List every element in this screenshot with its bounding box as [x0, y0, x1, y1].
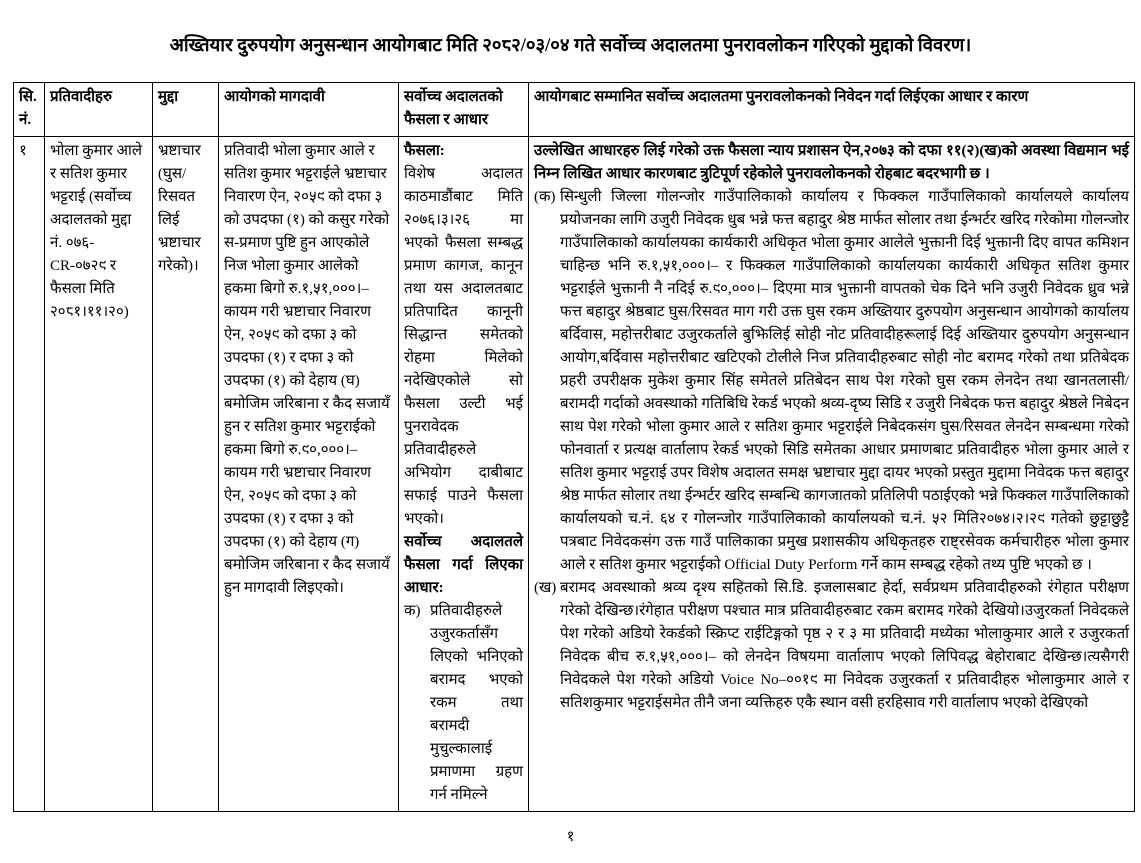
- cell-commission-claim: प्रतिवादी भोला कुमार आले र सतिश कुमार भट्टराईले भ्रष्टाचार निवारण ऐन, २०५९ को दफा ३ को उपदफा (१) को कसुर गरेको स-प्रमाण पुष्टि हुन आएकोले निज भोला कुमार आलेको हकमा बिगो रु.१,५१,०००।– कायम गरी भ्रष्टाचार निवारण ऐन, २०५९ को दफा ३ को उपदफा (१) र दफा ३ को उपदफा (१) को देहाय (घ) बमोजिम जरिबाना र कैद सजायँ हुन र सतिश कुमार भट्टराईको हकमा बिगो रु.९०,०००।– कायम गरी भ्रष्टाचार निवारण ऐन, २०५९ को दफा ३ को उपदफा (१) र दफा ३ को उपदफा (१) को देहाय (ग) बमोजिम जरिबाना र कैद सजायँ हुन मागदावी लिइएको।: [219, 136, 399, 811]
- cell-review-grounds: [529, 136, 1135, 811]
- basis-item-marker: क): [404, 602, 421, 619]
- page-number: १: [566, 828, 575, 845]
- header-commission-claim: आयोगको मागदावी: [219, 82, 399, 136]
- case-details-table: [13, 82, 1135, 812]
- review-item-kha-text: बरामद अवस्थाको श्रव्य दृश्य सहितको सि.डि. इजलासबाट हेर्दा, सर्वप्रथम प्रतिवादीहरुको रंगेहात परीक्षण गरेको देखिन्छ।रंगेहात परीक्षण पश्चात मात्र प्रतिवादीहरुबाट रकम बरामद गरेको देखियो।उजुरकर्ता निवेदकले पेश गरेको अडियो रेकर्डको स्क्रिप्ट राईटिङ्गको पृष्ठ २ र ३ मा प्रतिवादी मध्येका भोलाकुमार आले र उजुरकर्ता निवेदक बीच रु.१,५१,०००।– को लेनदेन विषयमा वार्तालाप भएको लिपिवद्ध बेहोराबाट देखिन्छ।त्यसैगरी निवेदकले पेश गरेको अडियो Voice No–००१९ मा निवेदक उजुरकर्ता र प्रतिवादीहरु भोलाकुमार आले र सतिशकुमार भट्टराईसमेत तीनै जना व्यक्तिहरु एकै स्थान वसी हरहिसाव गरी वार्तालाप भएको देखिएको: [560, 579, 1129, 711]
- document-title: अख्तियार दुरुपयोग अनुसन्धान आयोगबाट मिति २०८२/०३/०४ गते सर्वोच्च अदालतमा पुनरावलोकन गरिएको मुद्दाको विवरण।: [169, 36, 972, 56]
- header-case: मुद्दा: [153, 82, 219, 136]
- review-intro: उल्लेखित आधारहरु लिई गरेको उक्त फैसला न्याय प्रशासन ऐन,२०७३ को दफा ११(२)(ख)को अवस्था विद्यमान भई निम्न लिखित आधार कारणबाट त्रुटिपूर्ण रहेकोले पुनरावलोकनको रोहबाट बदरभागी छ ।: [534, 142, 1129, 182]
- table-header-row: [14, 82, 1135, 136]
- header-serial-number: सि.नं.: [14, 82, 45, 136]
- verdict-heading: फैसला:: [404, 142, 445, 159]
- review-item-kha: [534, 577, 1129, 715]
- review-item-ka: [534, 186, 1129, 577]
- review-item-ka-marker: (क): [534, 188, 556, 205]
- review-item-ka-text: सिन्धुली जिल्ला गोलन्जोर गाउँपालिकाको कार्यालय र फिक्कल गाउँपालिकाको कार्यालयले कार्यालय प्रयोजनका लागि उजुरी निवेदक धुब भन्ने फत्त बहादुर श्रेष्ठ मार्फत सोलार तथा ईन्भर्टर खरिद गरेकोमा गोलन्जोर गाउँपालिकाको कार्यालयका कार्यकारी अधिकृत भोला कुमार आलेले भुक्तानी दिई भुक्तानी दिए वापत कमिशन चाहिन्छ भनि रु.१,५१,०००।– र फिक्कल गाउँपालिकाको कार्यालयका कार्यकारी अधिकृत सतिश कुमार भट्टराईले भुक्तानी नै नदिई रु.९०,०००।– दिएमा मात्र भुक्तानी वापतको चेक दिने भनि उजुरी निवेदक ध्रुव भन्ने फत्त बहादुर श्रेष्ठबाट घुस/रिसवत माग गरी उक्त घुस रकम अख्तियार दुरुपयोग अनुसन्धान आयोगको कार्यालय बर्दिवास, महोत्तरीबाट उजुरकर्ताले बुझिलिई सोही नोट प्रतिवादीहरूलाई दिई अख्तियार दुरुपयोग अनुसन्धान आयोग,बर्दिवास महोत्तरीबाट खटिएको टोलीले निज प्रतिवादीहरुबाट सोही नोट बरामद गरेको तथा प्रतिबेदक प्रहरी उपरीक्षक मुकेश कुमार सिंह समेतले प्रतिबेदन साथ पेश गरेको घुस रकम लेनदेन तथा खानतलासी/बरामदी गर्दाको अवस्थाको गतिबिधि रेकर्ड भएको श्रव्य-दृष्य सिडि र उजुरी निबेदक फत्त बहादुर श्रेष्ठले निबेदन साथ पेश गरेको भोला कुमार आले र सतिश कुमार भट्टराईले निबेदकसंग घुस/रिसवत लेनदेन सम्बन्धमा गरेको फोनवार्ता र प्रत्यक्ष वार्तालाप रेकर्ड भएको सिडि समेतका आधार प्रमाणबाट प्रतिवादीहरु भोला कुमार आले र सतिश कुमार भट्टराई उपर विशेष अदालत समक्ष भ्रष्टाचार मुद्दा दायर भएको प्रस्तुत मुद्दामा निवेदक फत्त बहादुर श्रेष्ठ मार्फत सोलार तथा ईन्भर्टर खरिद सम्बन्धि कागजातको प्रतिलिपी पठाईएको भन्ने फिक्कल गाउँपालिकाको कार्यालयको च.नं. ६४ र गोलन्जोर गाउँपालिकाको कार्यालयको च.नं. ५२ मिति२०७४।२।२९ गतेको छुट्टाछुट्टै पत्रबाट निवेदकसंग उक्त गाउँ पालिकाका प्रमुख प्रशासकीय अधिकृतहरु राष्ट्रसेवक कर्मचारीहरु भोला कुमार आले र सतिश कुमार भट्टराईको Official Duty Perform गर्ने काम सम्बद्ध रहेको तथ्य पुष्टि भएको छ ।: [560, 188, 1129, 573]
- header-review-grounds: आयोगबाट सम्मानित सर्वोच्च अदालतमा पुनरावलोकनको निवेदन गर्दा लिईएका आधार र कारण: [529, 82, 1135, 136]
- cell-case: भ्रष्टाचार (घुस/रिसवत लिई भ्रष्टाचार गरेको)।: [153, 136, 219, 811]
- basis-item-text: प्रतिवादीहरुले उजुरकर्तासँग लिएको भनिएको बरामद भएको रकम तथा बरामदी मुचुल्कालाई प्रमाणमा ग्रहण गर्न नमिल्ने: [430, 602, 523, 803]
- verdict-basis-heading: सर्वोच्च अदालतले फैसला गर्दा लिएका आधार:: [404, 533, 523, 596]
- table-row: [14, 136, 1135, 811]
- header-court-verdict: सर्वोच्च अदालतको फैसला र आधार: [399, 82, 529, 136]
- cell-defendants: भोला कुमार आले र सतिश कुमार भट्टराई (सर्वोच्च अदालतको मुद्दा नं. ०७६-CR-०७२९ र फैसला मिति २०८१।११।२०): [45, 136, 153, 811]
- review-item-kha-marker: (ख): [534, 579, 557, 596]
- header-defendants: प्रतिवादीहरु: [45, 82, 153, 136]
- cell-serial-number: १: [14, 136, 45, 811]
- verdict-basis-item: [404, 600, 523, 807]
- verdict-body: विशेष अदालत काठमाडौंबाट मिति २०७६।३।२६ मा भएको फैसला सम्बद्ध प्रमाण कागज, कानून तथा यस अदालतबाट प्रतिपादित कानूनी सिद्धान्त समेतको रोहमा मिलेको नदेखिएकोले सो फैसला उल्टी भई पुनरावेदक प्रतिवादीहरुले अभियोग दाबीबाट सफाई पाउने फैसला भएको।: [404, 165, 523, 527]
- cell-court-verdict: [399, 136, 529, 811]
